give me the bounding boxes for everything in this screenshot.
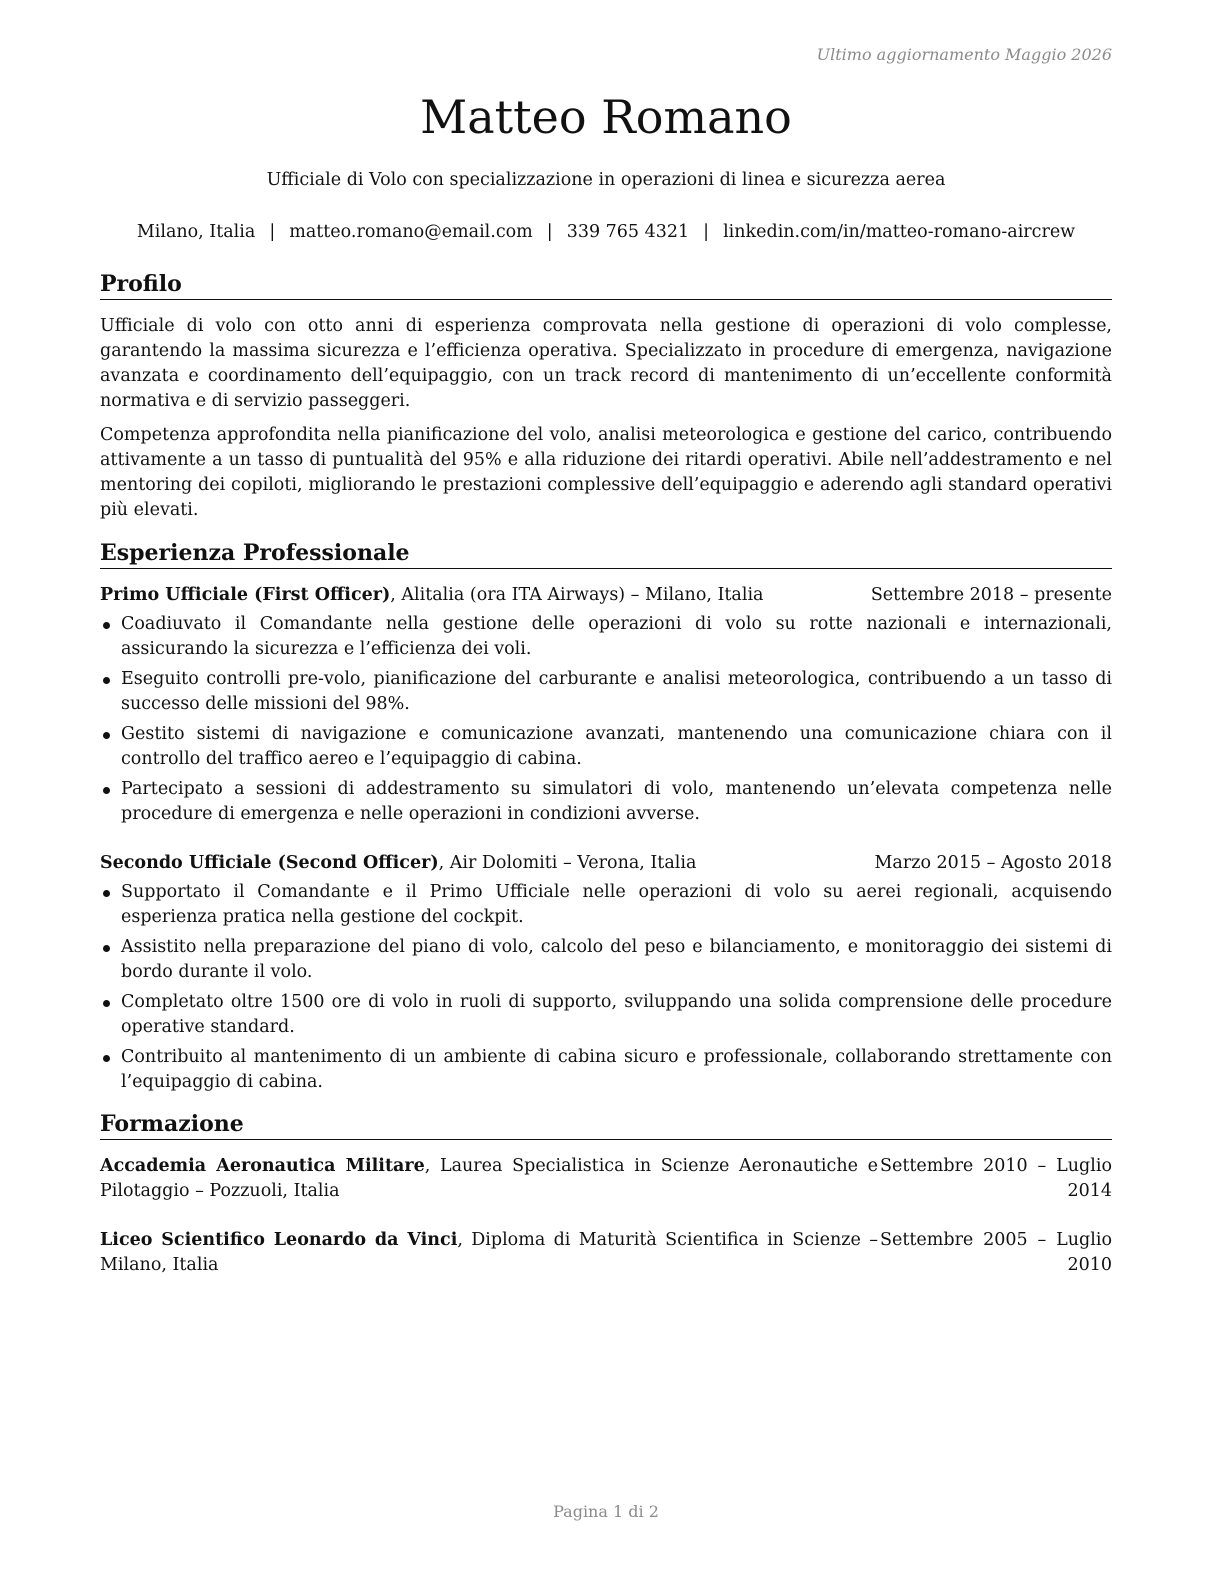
contact-phone: 339 765 4321 (566, 222, 690, 242)
bullet-text: Partecipato a sessioni di addestramento su simulatori di volo, mantenendo un’elevata competenza nelle procedure di emergenza e nelle operazioni in condizioni avverse. (121, 779, 1112, 824)
contact-separator: | (269, 222, 276, 242)
list-item (100, 777, 1112, 827)
job-title-line (100, 583, 763, 607)
bullet-icon (103, 677, 110, 684)
contact-email[interactable]: matteo.romano@email.com (289, 222, 533, 242)
job-role: Primo Ufficiale (First Officer) (100, 585, 391, 605)
job-dates: Marzo 2015 – Agosto 2018 (874, 853, 1112, 873)
contact-location: Milano, Italia (136, 222, 256, 242)
job-role: Secondo Ufficiale (Second Officer) (100, 853, 439, 873)
job-title-line (100, 851, 696, 875)
bullet-text: Contribuito al mantenimento di un ambiente di cabina sicuro e professionale, collaborando strettamente con l’equipaggio di cabina. (121, 1047, 1112, 1092)
education-detail: , Laurea Specialistica in Scienze Aeronautiche e Pilotaggio – Pozzuoli, Italia (100, 1156, 878, 1201)
bullet-text: Gestito sistemi di navigazione e comunicazione avanzati, mantenendo una comunicazione chiara con il controllo del traffico aereo e l’equipaggio di cabina. (121, 724, 1112, 769)
section-title-education: Formazione (100, 1110, 1112, 1140)
bullet-text: Assistito nella preparazione del piano di volo, calcolo del peso e bilanciamento, e monitoraggio dei sistemi di bordo durante il volo. (121, 937, 1112, 982)
bullet-icon (103, 890, 110, 897)
bullet-text: Coadiuvato il Comandante nella gestione delle operazioni di volo su rotte nazionali e internazionali, assicurando la sicurezza e l’efficienza dei voli. (121, 614, 1112, 659)
list-item (100, 880, 1112, 930)
job-bullet-list (100, 880, 1112, 1100)
education-school: Accademia Aeronautica Militare (100, 1156, 425, 1176)
candidate-headline: Ufficiale di Volo con specializzazione in operazioni di linea e sicurezza aerea (266, 170, 946, 190)
last-updated-note: Ultimo aggiornamento Maggio 2026 (816, 45, 1112, 64)
list-item (100, 667, 1112, 717)
education-dates: Settembre 2010 – Luglio 2014 (880, 1156, 1112, 1201)
list-item (100, 612, 1112, 662)
profile-paragraph: Competenza approfondita nella pianificazione del volo, analisi meteorologica e gestione del carico, contribuendo attivamente a un tasso di puntualità del 95% e alla riduzione dei ritardi operativi. Abile nell’addestramento e nel mentoring dei copiloti, migliorando le prestazioni complessive dell’equipaggio e aderendo agli standard operativi più elevati. (100, 425, 1112, 520)
bullet-text: Completato oltre 1500 ore di volo in ruoli di supporto, sviluppando una solida comprensione delle procedure operative standard. (121, 992, 1112, 1037)
education-entry (100, 1154, 1112, 1204)
education-dates: Settembre 2005 – Luglio 2010 (880, 1230, 1112, 1275)
bullet-icon (103, 622, 110, 629)
education-school: Liceo Scientifico Leonardo da Vinci (100, 1230, 458, 1250)
candidate-name: Matteo Romano (420, 90, 792, 144)
job-bullet-list (100, 612, 1112, 832)
education-description (100, 1154, 878, 1204)
bullet-icon (103, 732, 110, 739)
bullet-icon (103, 945, 110, 952)
page-number: Pagina 1 di 2 (553, 1502, 659, 1521)
list-item (100, 990, 1112, 1040)
list-item (100, 1045, 1112, 1095)
bullet-icon (103, 1055, 110, 1062)
bullet-icon (103, 1000, 110, 1007)
job-header (100, 583, 1112, 607)
job-company: , Alitalia (ora ITA Airways) – Milano, Italia (390, 585, 764, 605)
job-company: , Air Dolomiti – Verona, Italia (438, 853, 697, 873)
contact-separator: | (703, 222, 710, 242)
job-header (100, 851, 1112, 875)
contact-separator: | (546, 222, 553, 242)
bullet-icon (103, 787, 110, 794)
job-dates: Settembre 2018 – presente (870, 585, 1112, 605)
contact-linkedin[interactable]: linkedin.com/in/matteo-romano-aircrew (723, 222, 1076, 242)
bullet-text: Eseguito controlli pre-volo, pianificazione del carburante e analisi meteorologica, contribuendo a un tasso di successo delle missioni del 98%. (121, 669, 1112, 714)
section-title-experience: Esperienza Professionale (100, 539, 1112, 569)
resume-page (100, 0, 1112, 1584)
list-item (100, 935, 1112, 985)
education-entry (100, 1228, 1112, 1278)
education-detail: , Diploma di Maturità Scientifica in Scienze – Milano, Italia (100, 1230, 878, 1275)
bullet-text: Supportato il Comandante e il Primo Ufficiale nelle operazioni di volo su aerei regionali, acquisendo esperienza pratica nella gestione del cockpit. (121, 882, 1112, 927)
profile-paragraph: Ufficiale di volo con otto anni di esperienza comprovata nella gestione di operazioni di volo complesse, garantendo la massima sicurezza e l’efficienza operativa. Specializzato in procedure di emergenza, navigazione avanzata e coordinamento dell’equipaggio, con un track record di mantenimento di un’eccellente conformità normativa e di servizio passeggeri. (100, 316, 1112, 411)
contact-line (100, 220, 1112, 244)
education-description (100, 1228, 878, 1278)
section-title-profile: Profilo (100, 270, 1112, 300)
list-item (100, 722, 1112, 772)
